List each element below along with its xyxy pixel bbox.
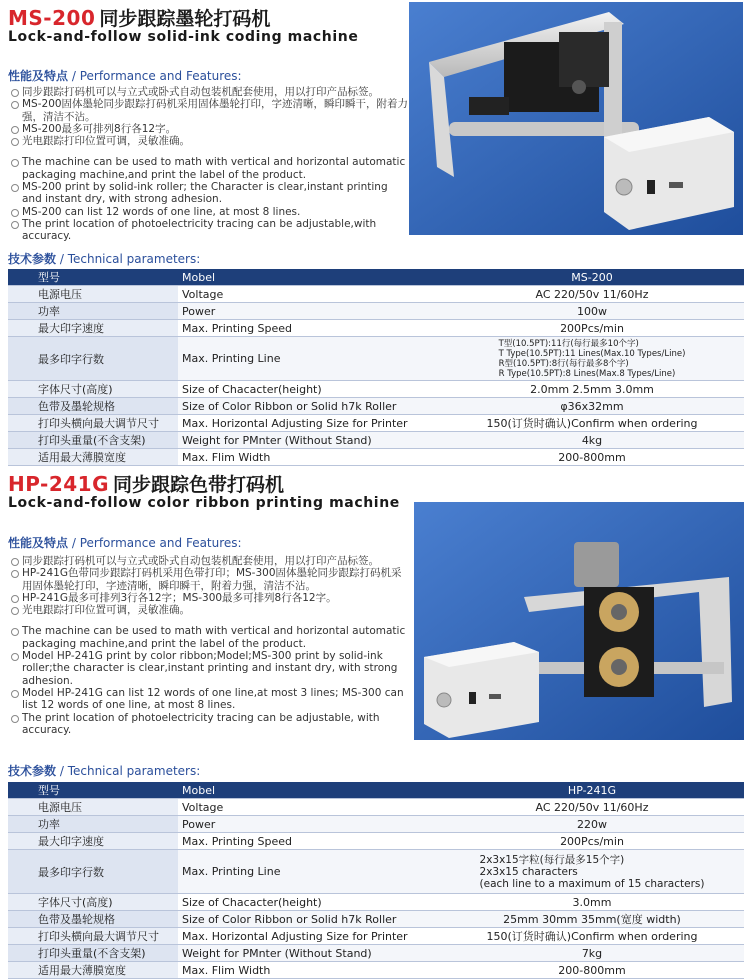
hp241g-section [0,462,750,977]
header-cell: HP-241G [440,782,744,799]
feature-item: MS-200 print by solid-ink roller; the Character is clear,instant printing and instant dry, with strong adhesion. [10,181,410,206]
feature-item: 光电跟踪打印位置可调，灵敏准确。 [10,604,410,616]
header-cell: 型号 [8,269,178,286]
param-en: Max. Printing Speed [178,833,440,850]
param-value [440,337,744,381]
param-cn: 适用最大薄膜宽度 [8,449,178,466]
features-heading [8,534,242,551]
param-en: Max. Flim Width [178,449,440,466]
param-value: 150(订货时确认)Confirm when ordering [440,415,744,432]
tech-heading-cn: 技术参数 [8,764,57,778]
value-line: R Type(10.5PT):8 Lines(Max.8 Types/Line) [498,368,676,379]
param-en: Voltage [178,799,440,816]
header-cell: 型号 [8,782,178,799]
spec-table [8,782,744,979]
param-en: Max. Printing Line [178,850,440,894]
feature-item: Model HP-241G print by color ribbon;Model;MS-300 print by solid-ink roller;the character is clear,instant printing and instant dry, with strong adhesion. [10,650,410,687]
table-row [8,911,744,928]
value-line: R型(10.5PT):8行(每行最多8个字) [498,358,629,369]
param-en: Max. Horizontal Adjusting Size for Printer [178,928,440,945]
value-line: 2x3x15 characters [479,865,578,878]
table-row [8,337,744,381]
feature-item: MS-200固体墨轮同步跟踪打码机采用固体墨轮打印，字迹清晰，瞬印瞬干，附着力强，清洁不沾。 [10,98,410,123]
tech-heading-en: / Technical parameters: [59,764,201,778]
table-row [8,833,744,850]
param-cn: 功率 [8,816,178,833]
param-value: 200Pcs/min [440,833,744,850]
param-value: 200-800mm [440,449,744,466]
hp241g-product-photo [414,502,744,740]
param-en: Max. Printing Speed [178,320,440,337]
param-value: 100w [440,303,744,320]
param-cn: 色带及墨轮规格 [8,911,178,928]
table-row [8,799,744,816]
param-cn: 字体尺寸(高度) [8,381,178,398]
param-en: Max. Flim Width [178,962,440,979]
tech-heading-en: / Technical parameters: [59,252,201,266]
param-en: Power [178,303,440,320]
param-value: 150(订货时确认)Confirm when ordering [440,928,744,945]
param-cn: 适用最大薄膜宽度 [8,962,178,979]
param-value: φ36x32mm [440,398,744,415]
feature-item: The machine can be used to math with vertical and horizontal automatic packaging machine,and print the label of the product. [10,156,410,181]
model-title-cn: 同步跟踪墨轮打码机 [99,8,271,30]
table-row [8,945,744,962]
tech-params-heading [8,762,200,779]
header-cell: MS-200 [440,269,744,286]
param-value: AC 220/50v 11/60Hz [440,286,744,303]
param-value: 220w [440,816,744,833]
table-row [8,398,744,415]
param-cn: 最大印字速度 [8,833,178,850]
features-heading [8,67,242,84]
table-row [8,320,744,337]
param-en: Power [178,816,440,833]
model-name: HP-241G [8,472,110,496]
table-row [8,415,744,432]
table-header-row [8,269,744,286]
table-row [8,850,744,894]
feature-item: The print location of photoelectricity tracing can be adjustable, with accuracy. [10,712,410,737]
param-en: Weight for PMnter (Without Stand) [178,432,440,449]
param-value: 2.0mm 2.5mm 3.0mm [440,381,744,398]
model-name: MS-200 [8,6,96,30]
features-heading-en: / Performance and Features: [71,536,242,550]
hp241g-title [8,470,284,497]
value-line: T Type(10.5PT):11 Lines(Max.10 Types/Line) [498,348,686,359]
param-cn: 最多印字行数 [8,850,178,894]
param-value: 200Pcs/min [440,320,744,337]
feature-item: MS-200 can list 12 words of one line, at most 8 lines. [10,206,410,218]
table-row [8,816,744,833]
feature-item: 同步跟踪打码机可以与立式或卧式自动包装机配套使用，用以打印产品标签。 [10,555,410,567]
param-en: Max. Horizontal Adjusting Size for Printer [178,415,440,432]
param-value: 7kg [440,945,744,962]
features-heading-en: / Performance and Features: [71,69,242,83]
param-cn: 打印头横向最大调节尺寸 [8,415,178,432]
value-line: T型(10.5PT):11行(每行最多10个字) [498,338,639,349]
features-heading-cn: 性能及特点 [8,536,69,550]
table-row [8,962,744,979]
table-row [8,381,744,398]
model-subtitle: Lock-and-follow solid-ink coding machine [8,29,359,45]
feature-item: Model HP-241G can list 12 words of one line,at most 3 lines; MS-300 can list 12 words of one line, at most 8 lines. [10,687,410,712]
table-header-row [8,782,744,799]
model-subtitle: Lock-and-follow color ribbon printing machine [8,495,400,511]
features-list [10,86,410,243]
param-value: 4kg [440,432,744,449]
feature-item: MS-200最多可排列8行各12字。 [10,123,410,135]
feature-item: The print location of photoelectricity tracing can be adjustable,with accuracy. [10,218,410,243]
table-row [8,286,744,303]
param-value: 200-800mm [440,962,744,979]
param-cn: 字体尺寸(高度) [8,894,178,911]
features-heading-cn: 性能及特点 [8,69,69,83]
table-row [8,432,744,449]
value-line: (each line to a maximum of 15 characters) [479,877,705,890]
param-cn: 色带及墨轮规格 [8,398,178,415]
ms200-title [8,4,270,31]
features-list [10,555,410,736]
value-line: 2x3x15字粒(每行最多15个字) [479,853,625,866]
feature-item: 同步跟踪打码机可以与立式或卧式自动包装机配套使用，用以打印产品标签。 [10,86,410,98]
param-cn: 打印头横向最大调节尺寸 [8,928,178,945]
param-cn: 最大印字速度 [8,320,178,337]
param-en: Size of Chacacter(height) [178,381,440,398]
ms200-product-photo [409,2,743,235]
param-cn: 电源电压 [8,286,178,303]
param-value: AC 220/50v 11/60Hz [440,799,744,816]
header-cell: Mobel [178,782,440,799]
param-cn: 电源电压 [8,799,178,816]
param-en: Max. Printing Line [178,337,440,381]
param-cn: 打印头重量(不含支架) [8,432,178,449]
feature-item: HP-241G色带同步跟踪打码机采用色带打印；MS-300固体墨轮同步跟踪打码机采用固体墨轮打印，字迹清晰，瞬印瞬干，附着力强，清洁不沾。 [10,567,410,592]
feature-item: HP-241G最多可排列3行各12字；MS-300最多可排列8行各12字。 [10,592,410,604]
param-cn: 打印头重量(不含支架) [8,945,178,962]
param-en: Voltage [178,286,440,303]
param-en: Size of Color Ribbon or Solid h7k Roller [178,398,440,415]
param-value: 25mm 30mm 35mm(宽度 width) [440,911,744,928]
ms200-section [0,0,750,464]
param-cn: 功率 [8,303,178,320]
model-title-cn: 同步跟踪色带打码机 [113,474,285,496]
feature-item: The machine can be used to math with vertical and horizontal automatic packaging machine,and print the label of the product. [10,625,410,650]
table-row [8,303,744,320]
tech-params-heading [8,250,200,267]
param-value [440,850,744,894]
tech-heading-cn: 技术参数 [8,252,57,266]
param-en: Weight for PMnter (Without Stand) [178,945,440,962]
table-row [8,894,744,911]
param-en: Size of Color Ribbon or Solid h7k Roller [178,911,440,928]
spec-table [8,269,744,466]
header-cell: Mobel [178,269,440,286]
table-row [8,928,744,945]
param-value: 3.0mm [440,894,744,911]
feature-item: 光电跟踪打印位置可调，灵敏准确。 [10,135,410,147]
param-cn: 最多印字行数 [8,337,178,381]
param-en: Size of Chacacter(height) [178,894,440,911]
